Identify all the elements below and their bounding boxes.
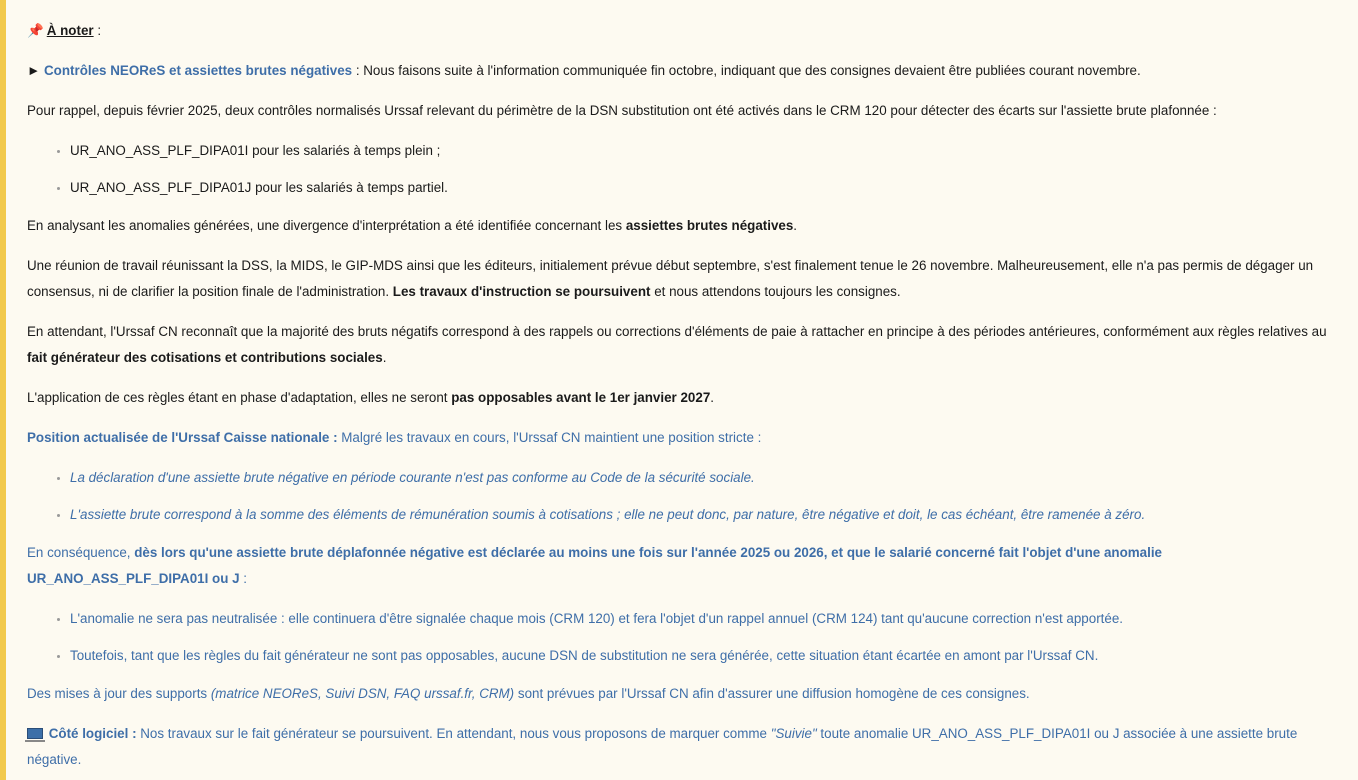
paragraph-rappel: Pour rappel, depuis février 2025, deux contrôles normalisés Urssaf relevant du périmètre de la DSN substitution ont été activés dans le CRM 120 pour détecter des écarts sur l'assiette brute plafonnée : [27, 103, 1217, 118]
note-header [27, 18, 1346, 44]
text: et nous attendons toujours les consignes. [650, 284, 901, 299]
text: . [793, 218, 798, 233]
list-item: • L'assiette brute correspond à la somme des éléments de rémunération soumis à cotisations ; elle ne peut donc, par nature, être négative et doit, le cas échéant, être ramenée à zéro. [70, 502, 1346, 528]
position-list [27, 465, 1346, 528]
paragraph-attente [27, 319, 1346, 371]
bold-text: assiettes brutes négatives [625, 218, 794, 233]
bold-text: Côté logiciel : [48, 726, 137, 741]
text: L'application de ces règles étant en phase d'adaptation, elles ne seront [27, 390, 452, 405]
paragraph-neores-text: : Nous faisons suite à l'information communiquée fin octobre, indiquant que des consignes devaient être publiées courant novembre. [352, 63, 1141, 78]
text: En analysant les anomalies générées, une divergence d'interprétation a été identifiée concernant les [27, 218, 626, 233]
list-item: • La déclaration d'une assiette brute négative en période courante n'est pas conforme au Code de la sécurité sociale. [70, 465, 1346, 491]
bold-text: Les travaux d'instruction se poursuivent [392, 284, 651, 299]
controls-list [27, 138, 1346, 201]
italic-text: "Suivie" [770, 726, 817, 741]
text: : [239, 571, 248, 586]
note-title-colon: : [93, 23, 102, 38]
bold-text: Position actualisée de l'Urssaf Caisse nationale : [27, 430, 338, 445]
text: sont prévues par l'Urssaf CN afin d'assurer une diffusion homogène de ces consignes. [514, 686, 1030, 701]
text: En attendant, l'Urssaf CN reconnaît que la majorité des bruts négatifs correspond à des rappels ou corrections d'éléments de paie à rattacher en principe à des périodes antérieures, conformément aux règles relatives au [27, 324, 1327, 339]
list-item: • UR_ANO_ASS_PLF_DIPA01J pour les salariés à temps partiel. [70, 175, 1346, 201]
section-title-neores: Contrôles NEOReS et assiettes brutes négatives [44, 63, 353, 78]
text: En conséquence, [27, 545, 135, 560]
paragraph-mises-a-jour [27, 681, 1346, 707]
text: . [382, 350, 387, 365]
text: toute anomalie UR_ANO_ASS_PLF_DIPA01I ou J associée à une assiette brute négative. [27, 726, 1298, 767]
pushpin-icon: 📌 [27, 23, 44, 38]
note-title: À noter [46, 23, 94, 38]
consequence-list [27, 606, 1346, 669]
arrow-icon: ► [27, 63, 41, 78]
bold-text: fait générateur des cotisations et contributions sociales [27, 350, 383, 365]
text: Des mises à jour des supports [27, 686, 211, 701]
text: . [710, 390, 715, 405]
paragraph-neores [27, 58, 1346, 84]
italic-text: (matrice NEOReS, Suivi DSN, FAQ urssaf.fr, CRM) [210, 686, 515, 701]
paragraph-consequence [27, 540, 1346, 592]
paragraph-logiciel [27, 721, 1346, 773]
paragraph-analyse [27, 213, 1346, 239]
text: Malgré les travaux en cours, l'Urssaf CN maintient une position stricte : [337, 430, 762, 445]
text: Nos travaux sur le fait générateur se poursuivent. En attendant, nous vous proposons de marquer comme [136, 726, 771, 741]
list-item: • Toutefois, tant que les règles du fait générateur ne sont pas opposables, aucune DSN de substitution ne sera générée, cette situation étant écartée en amont par l'Urssaf CN. [70, 643, 1346, 669]
paragraph-reunion [27, 253, 1346, 305]
bold-text: dès lors qu'une assiette brute déplafonnée négative est déclarée au moins une fois sur l'année 2025 ou 2026, et que le salarié concerné fait l'objet d'une anomalie UR_ANO_ASS_PLF_DIPA01I ou J [27, 545, 1163, 586]
list-item: • L'anomalie ne sera pas neutralisée : elle continuera d'être signalée chaque mois (CRM 120) et fera l'objet d'un rappel annuel (CRM 124) tant qu'aucune correction n'est apportée. [70, 606, 1346, 632]
paragraph-application [27, 385, 1346, 411]
paragraph-position [27, 425, 1346, 451]
bold-text: pas opposables avant le 1er janvier 2027 [451, 390, 711, 405]
laptop-icon [27, 728, 43, 739]
text: Une réunion de travail réunissant la DSS, la MIDS, le GIP-MDS ainsi que les éditeurs, initialement prévue début septembre, s'est finalement tenue le 26 novembre. Malheureusement, elle n'a pas permis de dégager un consensus, ni de clarifier la position finale de l'administration. [27, 258, 1314, 299]
list-item: • UR_ANO_ASS_PLF_DIPA01I pour les salariés à temps plein ; [70, 138, 1346, 164]
